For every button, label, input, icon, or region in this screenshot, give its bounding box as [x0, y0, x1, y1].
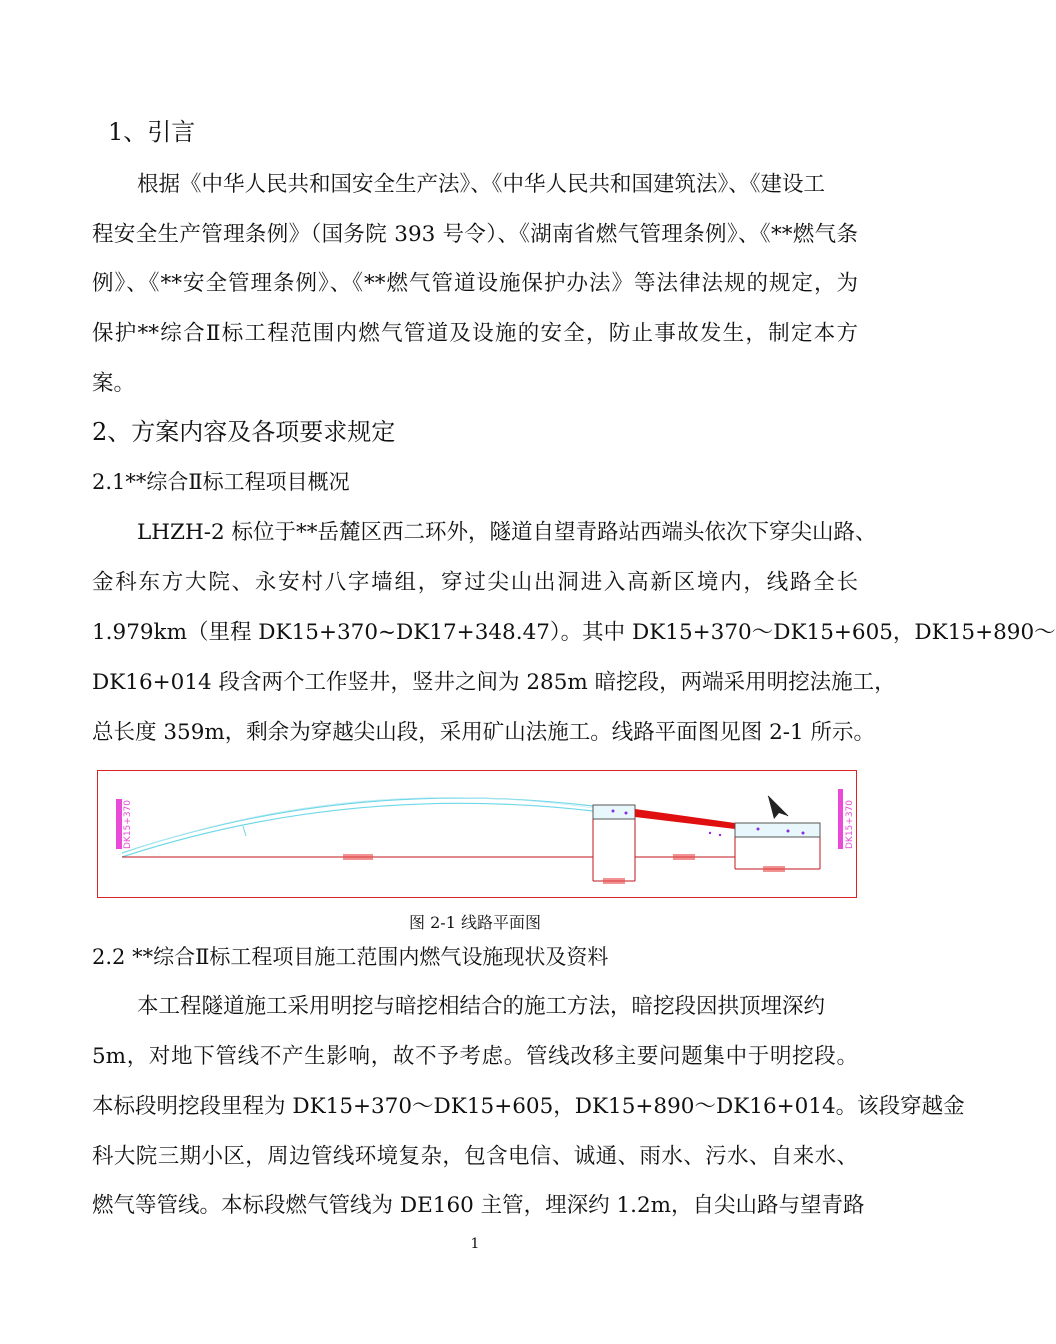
- paragraph-line: 例》、《**安全管理条例》、《**燃气管道设施保护办法》等法律法规的规定，为: [92, 271, 858, 296]
- paragraph-line: 案。: [92, 371, 136, 396]
- heading-gas-facilities: 2.2 **综合Ⅱ标工程项目施工范围内燃气设施现状及资料: [92, 945, 609, 969]
- paragraph-line: 燃气等管线。本标段燃气管线为 DE160 主管，埋深约 1.2m，自尖山路与望青路: [92, 1193, 865, 1218]
- tunnel-alignment-upper: [122, 798, 593, 853]
- heading-overview: 2.1**综合Ⅱ标工程项目概况: [92, 470, 350, 494]
- paragraph-line: 总长度 359m，剩余为穿越尖山段，采用矿山法施工。线路平面图见图 2-1 所示。: [92, 720, 876, 745]
- figure-caption: 图 2-1 线路平面图: [409, 913, 541, 932]
- route-plan-figure: [97, 770, 857, 898]
- route-plan-drawing: [98, 771, 855, 896]
- paragraph-line: 保护**综合Ⅱ标工程范围内燃气管道及设施的安全，防止事故发生，制定本方: [92, 321, 858, 346]
- north-arrow-icon: [768, 796, 788, 819]
- heading-scheme: 2、方案内容及各项要求规定: [92, 418, 396, 446]
- paragraph-line: 本标段明挖段里程为 DK15+370～DK15+605，DK15+890～DK16+014。该段穿越金: [92, 1094, 965, 1119]
- paragraph-line: LHZH-2 标位于**岳麓区西二环外，隧道自望青路站西端头依次下穿尖山路、: [137, 520, 877, 545]
- paragraph-line: 根据《中华人民共和国安全生产法》、《中华人民共和国建筑法》、《建设工: [137, 172, 826, 197]
- paragraph-line: 程安全生产管理条例》（国务院 393 号令）、《湖南省燃气管理条例》、《**燃气条: [92, 222, 858, 247]
- left-station-label: DK15+370: [123, 799, 133, 849]
- page-number: 1: [470, 1236, 480, 1252]
- paragraph-line: DK16+014 段含两个工作竖井，竖井之间为 285m 暗挖段，两端采用明挖法施工，: [92, 670, 896, 695]
- right-station-label: DK15+370: [845, 799, 855, 849]
- paragraph-line: 1.979km（里程 DK15+370~DK17+348.47）。其中 DK15+370～DK15+605，DK15+890～: [92, 620, 1056, 645]
- tunnel-alignment-lower: [122, 803, 593, 857]
- paragraph-line: 5m，对地下管线不产生影响，故不予考虑。管线改移主要问题集中于明挖段。: [92, 1044, 858, 1069]
- paragraph-line: 金科东方大院、永安村八字墙组，穿过尖山出洞进入高新区境内，线路全长: [92, 570, 858, 595]
- mined-section: [635, 809, 735, 829]
- paragraph-line: 科大院三期小区，周边管线环境复杂，包含电信、诚通、雨水、污水、自来水、: [92, 1144, 858, 1169]
- paragraph-line: 本工程隧道施工采用明挖与暗挖相结合的施工方法，暗挖段因拱顶埋深约: [137, 994, 826, 1019]
- heading-intro: 1、引言: [108, 118, 196, 146]
- shaft-2: [735, 823, 820, 837]
